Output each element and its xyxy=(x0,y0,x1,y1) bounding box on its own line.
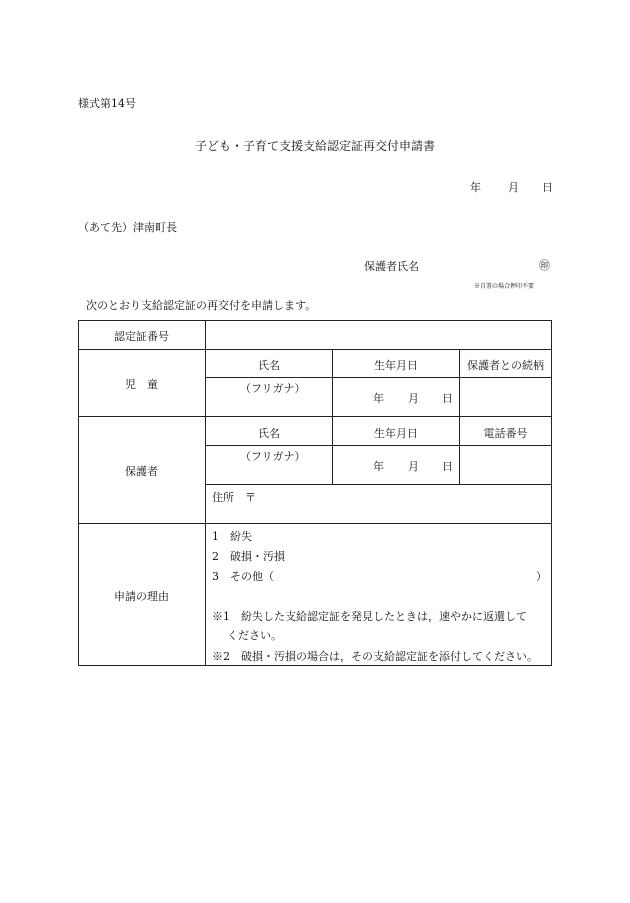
guardian-dob-year: 年 xyxy=(373,460,384,473)
child-relation-header: 保護者との続柄 xyxy=(467,359,544,372)
date-month-label: 月 xyxy=(508,181,519,194)
reason-other-field[interactable] xyxy=(278,567,534,583)
reason-other-close-paren: ） xyxy=(536,570,547,583)
seal-icon: ㊞ xyxy=(539,259,550,272)
child-furigana-label: （フリガナ） xyxy=(240,382,306,395)
date-day-label: 日 xyxy=(542,181,553,194)
guardian-dob-month: 月 xyxy=(408,460,419,473)
guardian-phone-field[interactable] xyxy=(460,446,551,484)
child-dob-month: 月 xyxy=(408,392,419,405)
guardian-furigana-label: （フリガナ） xyxy=(240,450,306,463)
child-relation-field[interactable] xyxy=(460,378,551,416)
guardian-address-field[interactable] xyxy=(278,486,550,522)
reason-note-1: ※1 紛失した支給認定証を発見したときは，速やかに返還して xyxy=(212,610,527,623)
date-year-label: 年 xyxy=(470,181,481,194)
child-name-header: 氏名 xyxy=(258,359,280,372)
guardian-name-header: 氏名 xyxy=(258,427,280,440)
cert-number-field[interactable] xyxy=(206,321,551,349)
guardian-dob-header: 生年月日 xyxy=(374,427,418,440)
application-table xyxy=(78,320,552,666)
guardian-name-label: 保護者氏名 xyxy=(364,260,419,273)
guardian-dob-day: 日 xyxy=(442,460,453,473)
guardian-name-field[interactable] xyxy=(206,460,332,484)
child-dob-year: 年 xyxy=(373,392,384,405)
reason-option-lost[interactable]: 1 紛失 xyxy=(212,530,252,543)
addressee: （あて先）津南町長 xyxy=(78,221,177,234)
child-dob-day: 日 xyxy=(442,392,453,405)
reason-option-other[interactable]: 3 その他（ xyxy=(212,570,274,583)
seal-note: ※自署の場合押印不要 xyxy=(474,283,535,290)
document-title: 子ども・子育て支援支給認定証再交付申請書 xyxy=(194,139,435,153)
cert-number-label: 認定証番号 xyxy=(114,330,169,343)
child-label: 児 童 xyxy=(125,378,158,391)
reason-label: 申請の理由 xyxy=(114,590,169,603)
reason-option-damaged[interactable]: 2 破損・汚損 xyxy=(212,550,285,563)
form-number: 様式第14号 xyxy=(78,97,136,110)
reason-note-2: ※2 破損・汚損の場合は，その支給認定証を添付してください。 xyxy=(212,650,538,663)
reason-note-1-cont: ください。 xyxy=(227,629,282,642)
guardian-address-label: 住所 〒 xyxy=(212,491,256,504)
guardian-label: 保護者 xyxy=(125,465,158,478)
intro-text: 次のとおり支給認定証の再交付を申請します。 xyxy=(86,299,317,312)
guardian-phone-header: 電話番号 xyxy=(483,427,528,440)
child-name-field[interactable] xyxy=(206,392,332,416)
child-dob-header: 生年月日 xyxy=(374,359,418,372)
